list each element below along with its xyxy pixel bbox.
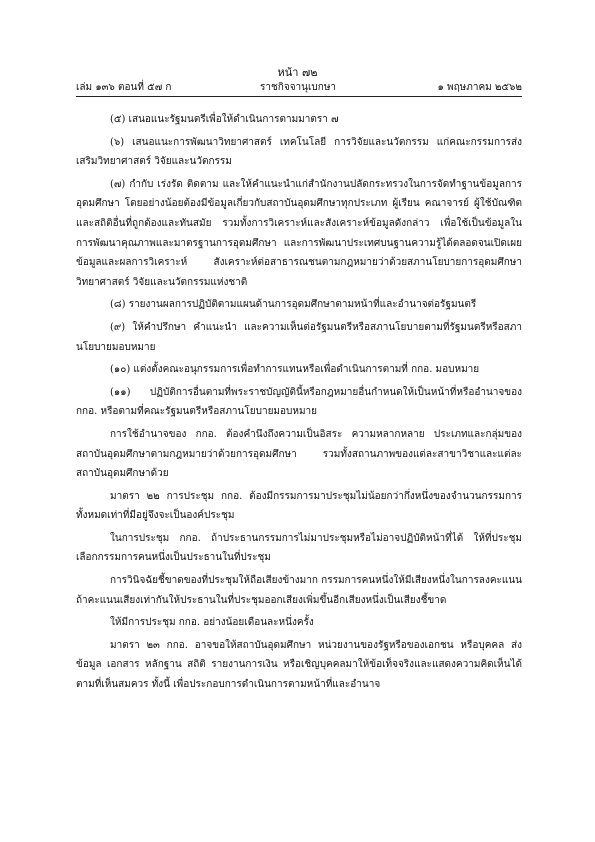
header-date: ๑ พฤษภาคม ๒๕๖๒ <box>437 82 522 93</box>
clause-6: (๖) เสนอแนะการพัฒนาวิทยาศาสตร์ เทคโนโลยี การวิจัยและนวัตกรรม แก่คณะกรรมการส่งเสริมวิทยาศาสตร์ วิจัยและนวัตกรรม <box>76 136 522 168</box>
meeting-frequency-paragraph: ให้มีการประชุม กกอ. อย่างน้อยเดือนละหนึ่งครั้ง <box>110 617 314 629</box>
page-number: หน้า ๗๒ <box>277 66 318 79</box>
chair-absence-paragraph: ในการประชุม กกอ. ถ้าประธานกรรมการไม่มาประชุมหรือไม่อาจปฏิบัติหน้าที่ได้ ให้ที่ประชุมเลือกกรรมการคนหนึ่งเป็นประธานในที่ประชุม <box>76 532 522 564</box>
clause-8: (๘) รายงานผลการปฏิบัติตามแผนด้านการอุดมศึกษาตามหน้าที่และอำนาจต่อรัฐมนตรี <box>110 299 477 311</box>
clause-11: (๑๑) ปฏิบัติการอื่นตามที่พระราชบัญญัตินี้หรือกฎหมายอื่นกำหนดให้เป็นหน้าที่หรืออำนาจของ กกอ. หรือตามที่คณะรัฐมนตรีหรือสภานโยบายมอบหมาย <box>76 386 522 418</box>
header-volume-issue: เล่ม ๑๓๖ ตอนที่ ๕๗ ก <box>76 82 172 93</box>
voting-paragraph: การวินิจฉัยชี้ขาดของที่ประชุมให้ถือเสียงข้างมาก กรรมการคนหนึ่งให้มีเสียงหนึ่งในการลงคะแนน ถ้าคะแนนเสียงเท่ากันให้ประธานในที่ประชุมออกเสียงเพิ่มขึ้นอีกเสียงหนึ่งเป็นเสียงชี้ขาด <box>76 575 522 606</box>
authority-paragraph: การใช้อำนาจของ กกอ. ต้องคำนึงถึงความเป็นอิสระ ความหลากหลาย ประเภทและกลุ่มของสถาบันอุดมศึกษาตามกฎหมายว่าด้วยการอุดมศึกษา รวมทั้งสถานภาพของแต่ละสาขาวิชาและแต่ละสถาบันอุดมศึกษาด้วย <box>76 428 522 480</box>
section-22-paragraph: มาตรา ๒๒ การประชุม กกอ. ต้องมีกรรมการมาประชุมไม่น้อยกว่ากึ่งหนึ่งของจำนวนกรรมการทั้งหมดเท่าที่มีอยู่จึงจะเป็นองค์ประชุม <box>76 490 522 522</box>
document-body <box>76 110 522 698</box>
clause-7: (๗) กำกับ เร่งรัด ติดตาม และให้คำแนะนำแก่สำนักงานปลัดกระทรวงในการจัดทำฐานข้อมูลการอุดมศึกษา โดยอย่างน้อยต้องมีข้อมูลเกี่ยวกับสถาบันอุดมศึกษาทุกประเภท ผู้เรียน คณาจารย์ ผู้ใช้บัณฑิต และสถิติอื่นที่ถูกต้องและทันสมัย รวมทั้งการวิเคราะห์และสังเคราะห์ข้อมูลดังกล่าว เพื่อใช้เป็นข้อมูลในการพัฒนาคุณภาพและมาตรฐานการอุดมศึกษา และการพัฒนาประเทศบนฐานความรู้ได้ตลอดจนเปิดเผยข้อมูลและผลการวิเคราะห์ สังเคราะห์ต่อสาธารณชนตามกฎหมายว่าด้วยสภานโยบายการอุดมศึกษา วิทยาศาสตร์ วิจัยและนวัตกรรมแห่งชาติ <box>76 178 522 288</box>
clause-5: (๕) เสนอแนะรัฐมนตรีเพื่อให้ดำเนินการตามมาตรา ๗ <box>110 114 339 125</box>
clause-10: (๑๐) แต่งตั้งคณะอนุกรรมการเพื่อทำการแทนหรือเพื่อดำเนินการตามที่ กกอ. มอบหมาย <box>110 364 480 376</box>
header-publication-title: ราชกิจจานุเบกษา <box>260 82 337 93</box>
section-23-paragraph: มาตรา ๒๓ กกอ. อาจขอให้สถาบันอุดมศึกษา หน่วยงานของรัฐหรือของเอกชน หรือบุคคล ส่งข้อมูล เอกสาร หลักฐาน สถิติ รายงานการเงิน หรือเชิญบุคคลมาให้ข้อเท็จจริงและแสดงความคิดเห็นได้ตามที่เห็นสมควร ทั้งนี้ เพื่อประกอบการดำเนินการตามหน้าที่และอำนาจ <box>76 639 522 691</box>
header-divider <box>76 96 522 97</box>
gazette-header <box>76 80 522 94</box>
clause-9: (๙) ให้คำปรึกษา คำแนะนำ และความเห็นต่อรัฐมนตรีหรือสภานโยบายตามที่รัฐมนตรีหรือสภานโยบายมอบหมาย <box>76 321 522 353</box>
